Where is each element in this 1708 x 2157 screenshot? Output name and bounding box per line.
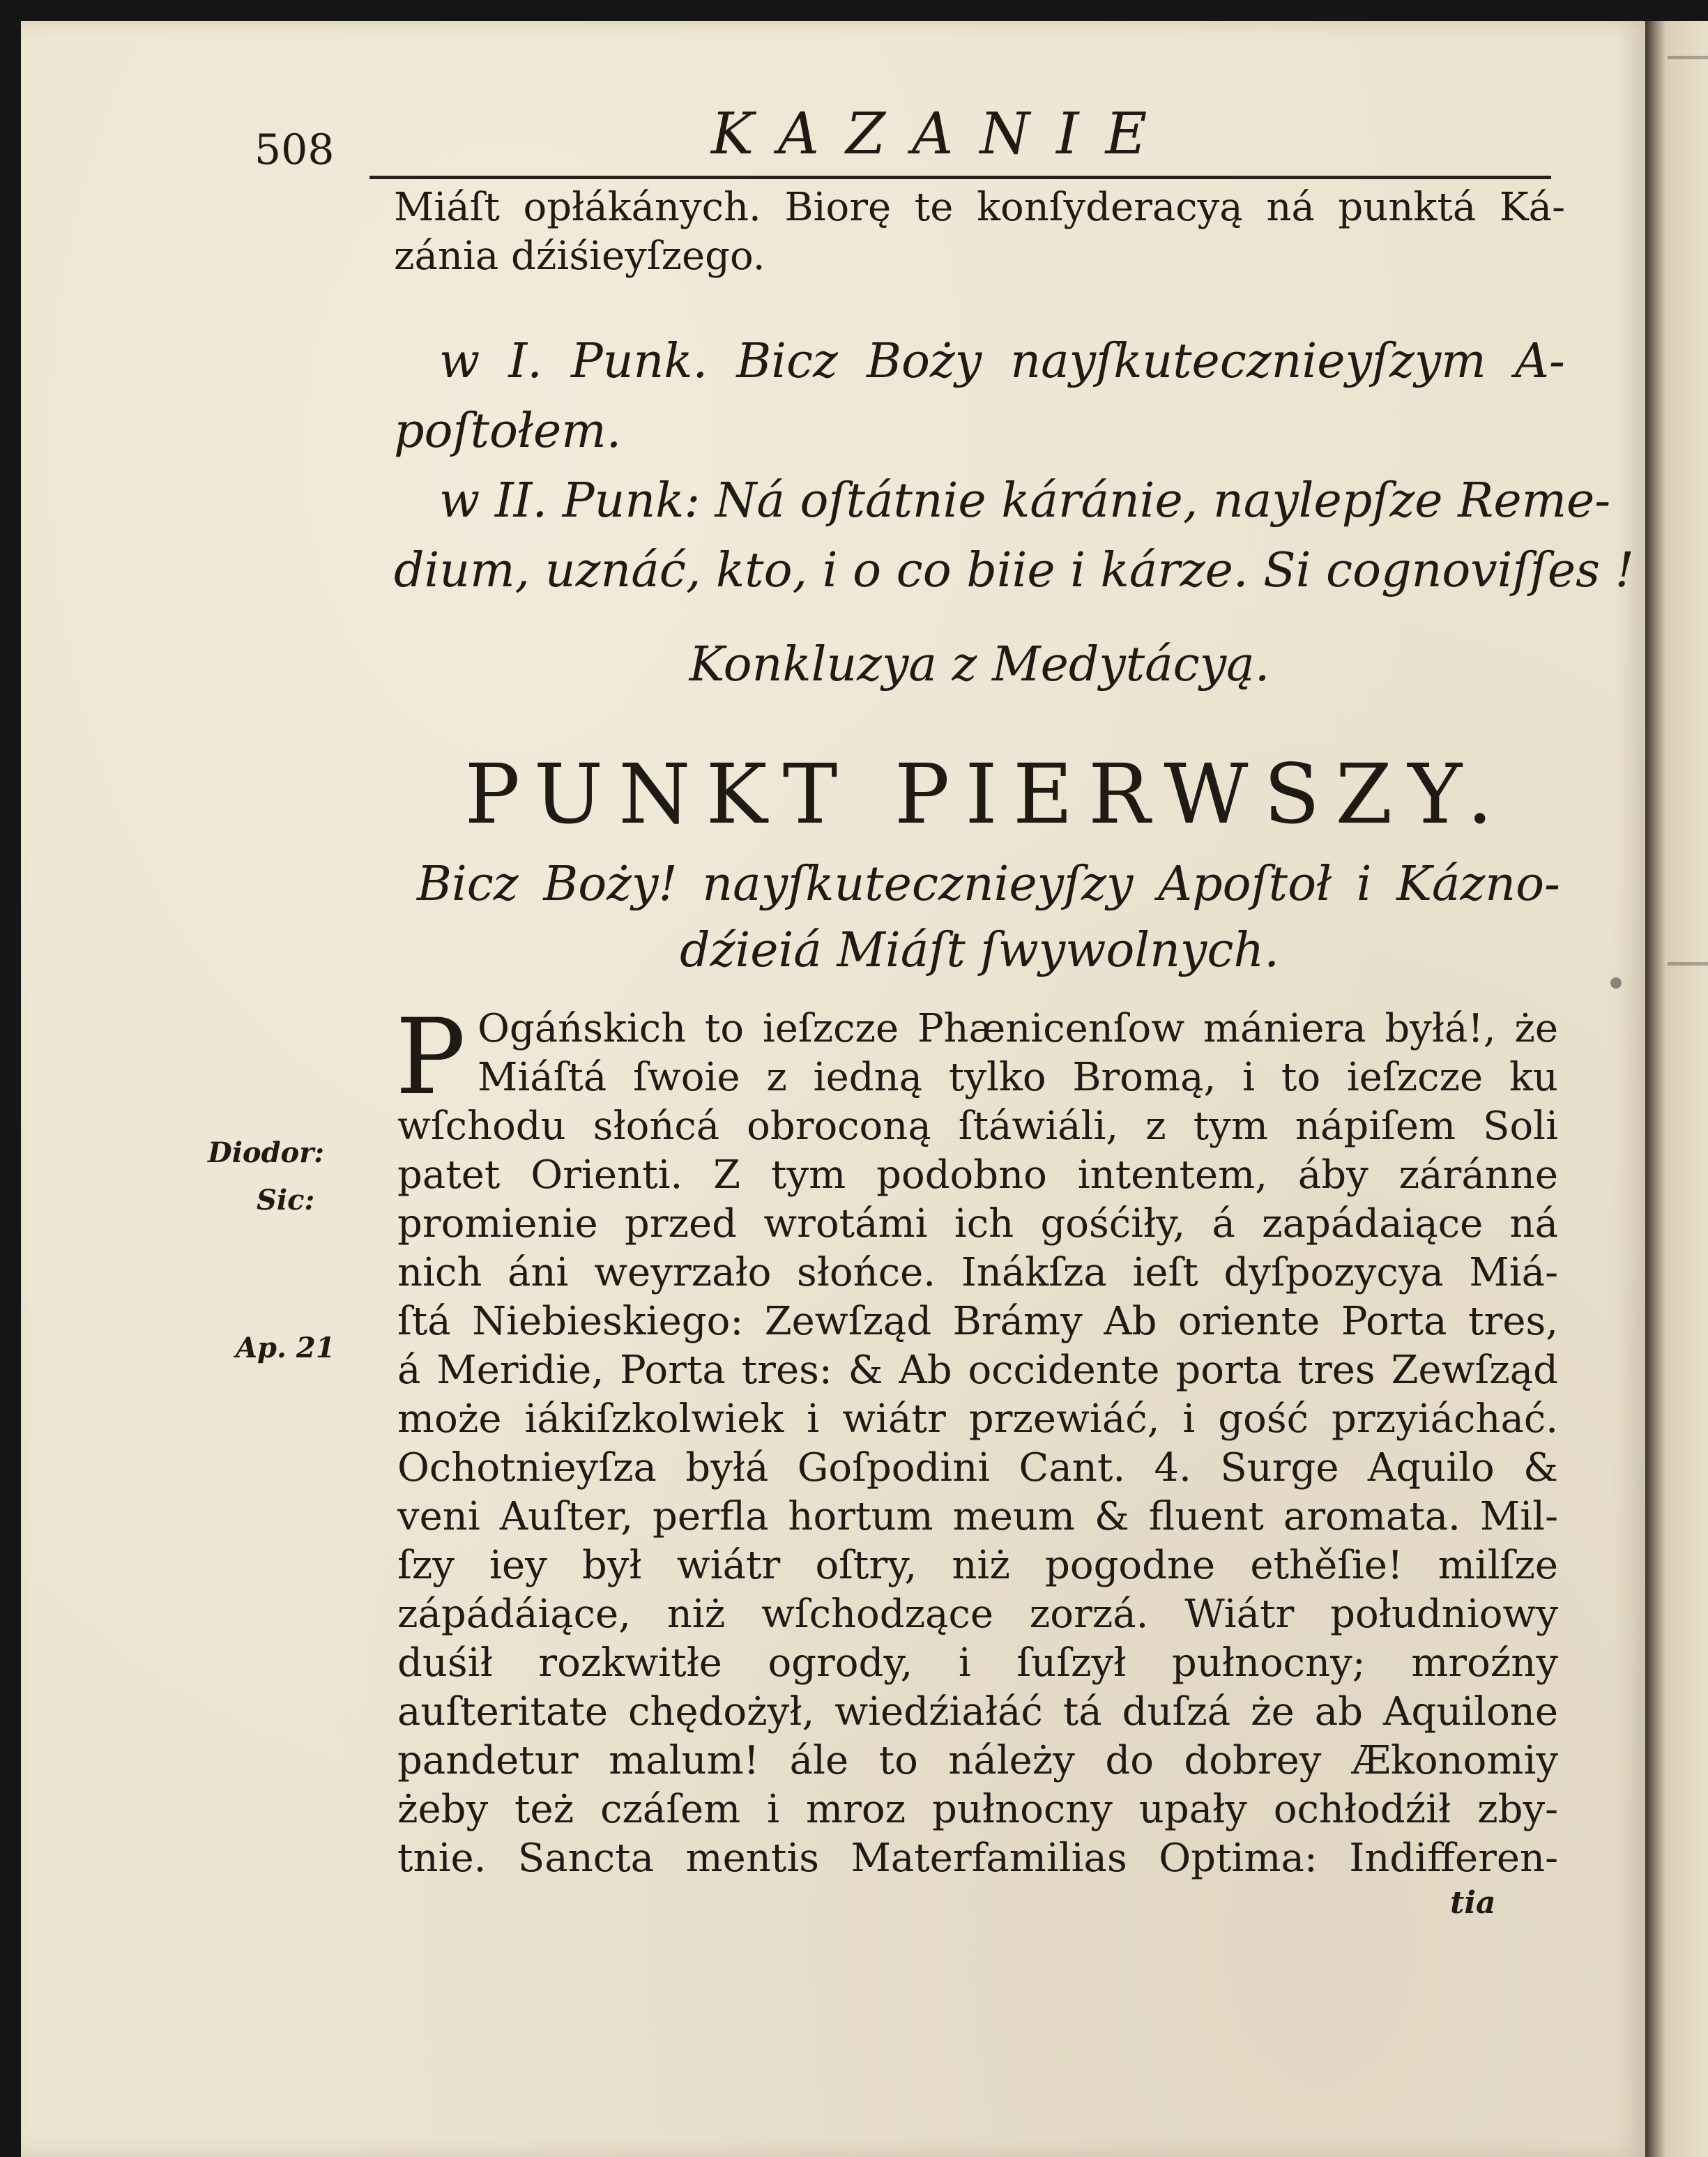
header-rule <box>369 176 1551 179</box>
facing-page-edge <box>1645 21 1708 2157</box>
body-line: veni Auſter, perfla hortum meum & fluent aromata. Mil- <box>397 1494 1558 1539</box>
section-heading: PUNKT PIERWSZY. <box>464 746 1509 842</box>
body-line: patet Orienti. Z tym podobno intentem, áby záránne <box>397 1152 1558 1198</box>
running-head: KAZANIE <box>711 101 1174 167</box>
body-line: duśił rozkwitłe ogrody, i ſuſzył pułnocny; mroźny <box>397 1640 1558 1686</box>
body-line: auſteritate chędożył, wiedźiałáć tá duſzá że ab Aquilone <box>397 1689 1558 1735</box>
conclusion-line: Konkluzya z Medytácyą. <box>689 637 1270 692</box>
section-subtitle: dźieiá Miáſt ſwywolnych. <box>680 923 1279 978</box>
sewing-hole <box>1610 977 1622 989</box>
body-line: zápádáiące, niż wſchodzące zorzá. Wiátr południowy <box>397 1592 1558 1637</box>
body-line: pandetur malum! ále to náleży do dobrey Ækonomiy <box>397 1738 1558 1783</box>
book-page <box>21 21 1645 2157</box>
body-line: promienie przed wrotámi ich gośćiły, á zapádaiące ná <box>397 1201 1558 1247</box>
drop-cap: P <box>395 997 466 1118</box>
margin-note-diodor: Sic: <box>257 1184 315 1217</box>
page-number: 508 <box>254 125 335 174</box>
body-line: nich áni weyrzało słońce. Inákſza ieſt dyſpozycya Miá- <box>397 1250 1558 1295</box>
point-two-line: w II. Punk: Ná oſtátnie káránie, naylepſze Reme- <box>439 473 1611 528</box>
body-line: wſchodu słońcá obroconą ſtáwiáli, z tym nápiſem Soli <box>397 1104 1558 1149</box>
body-line: Ogáńskich to ieſzcze Phænicenſow mániera byłá!, że <box>478 1006 1558 1051</box>
point-one-line: poſtołem. <box>394 404 622 459</box>
body-line: może iákiſzkolwiek i wiátr przewiáć, i gość przyiáchać. <box>397 1396 1558 1442</box>
body-line: Ochotnieyſza byłá Goſpodini Cant. 4. Surge Aquilo & <box>397 1445 1558 1491</box>
facing-page-text-trace <box>1668 56 1708 59</box>
intro-line: Miáſt opłákánych. Biorę te konſyderacyą ná punktá Ká- <box>394 185 1565 230</box>
point-two-line: dium, uznáć, kto, i o co biie i kárze. Si cognoviſſes ! <box>394 543 1634 598</box>
intro-line: zánia dźiśieyſzego. <box>394 234 765 279</box>
body-line: żeby też czáſem i mroz pułnocny upały ochłodźił zby- <box>397 1787 1558 1832</box>
body-line: Miáſtá ſwoie z iedną tylko Bromą, i to ieſzcze ku <box>478 1055 1558 1100</box>
body-line: ſzy iey był wiátr oſtry, niż pogodne ethěſie! milſze <box>397 1543 1558 1588</box>
margin-note-apocalypse: Ap. 21 <box>236 1332 335 1364</box>
body-line: á Meridie, Porta tres: & Ab occidente porta tres Zewſząd <box>397 1348 1558 1393</box>
body-line: ſtá Niebieskiego: Zewſząd Brámy Ab oriente Porta tres, <box>397 1299 1558 1344</box>
catchword: tia <box>1450 1885 1496 1921</box>
body-line: tnie. Sancta mentis Materfamilias Optima: Indifferen- <box>397 1836 1558 1881</box>
point-one-line: w I. Punk. Bicz Boży nayſkutecznieyſzym A- <box>439 334 1565 389</box>
margin-note-diodor: Diodor: <box>208 1136 325 1169</box>
facing-page-text-trace <box>1668 962 1708 966</box>
section-subtitle: Bicz Boży! nayſkutecznieyſzy Apoſtoł i Kázno- <box>417 857 1560 912</box>
